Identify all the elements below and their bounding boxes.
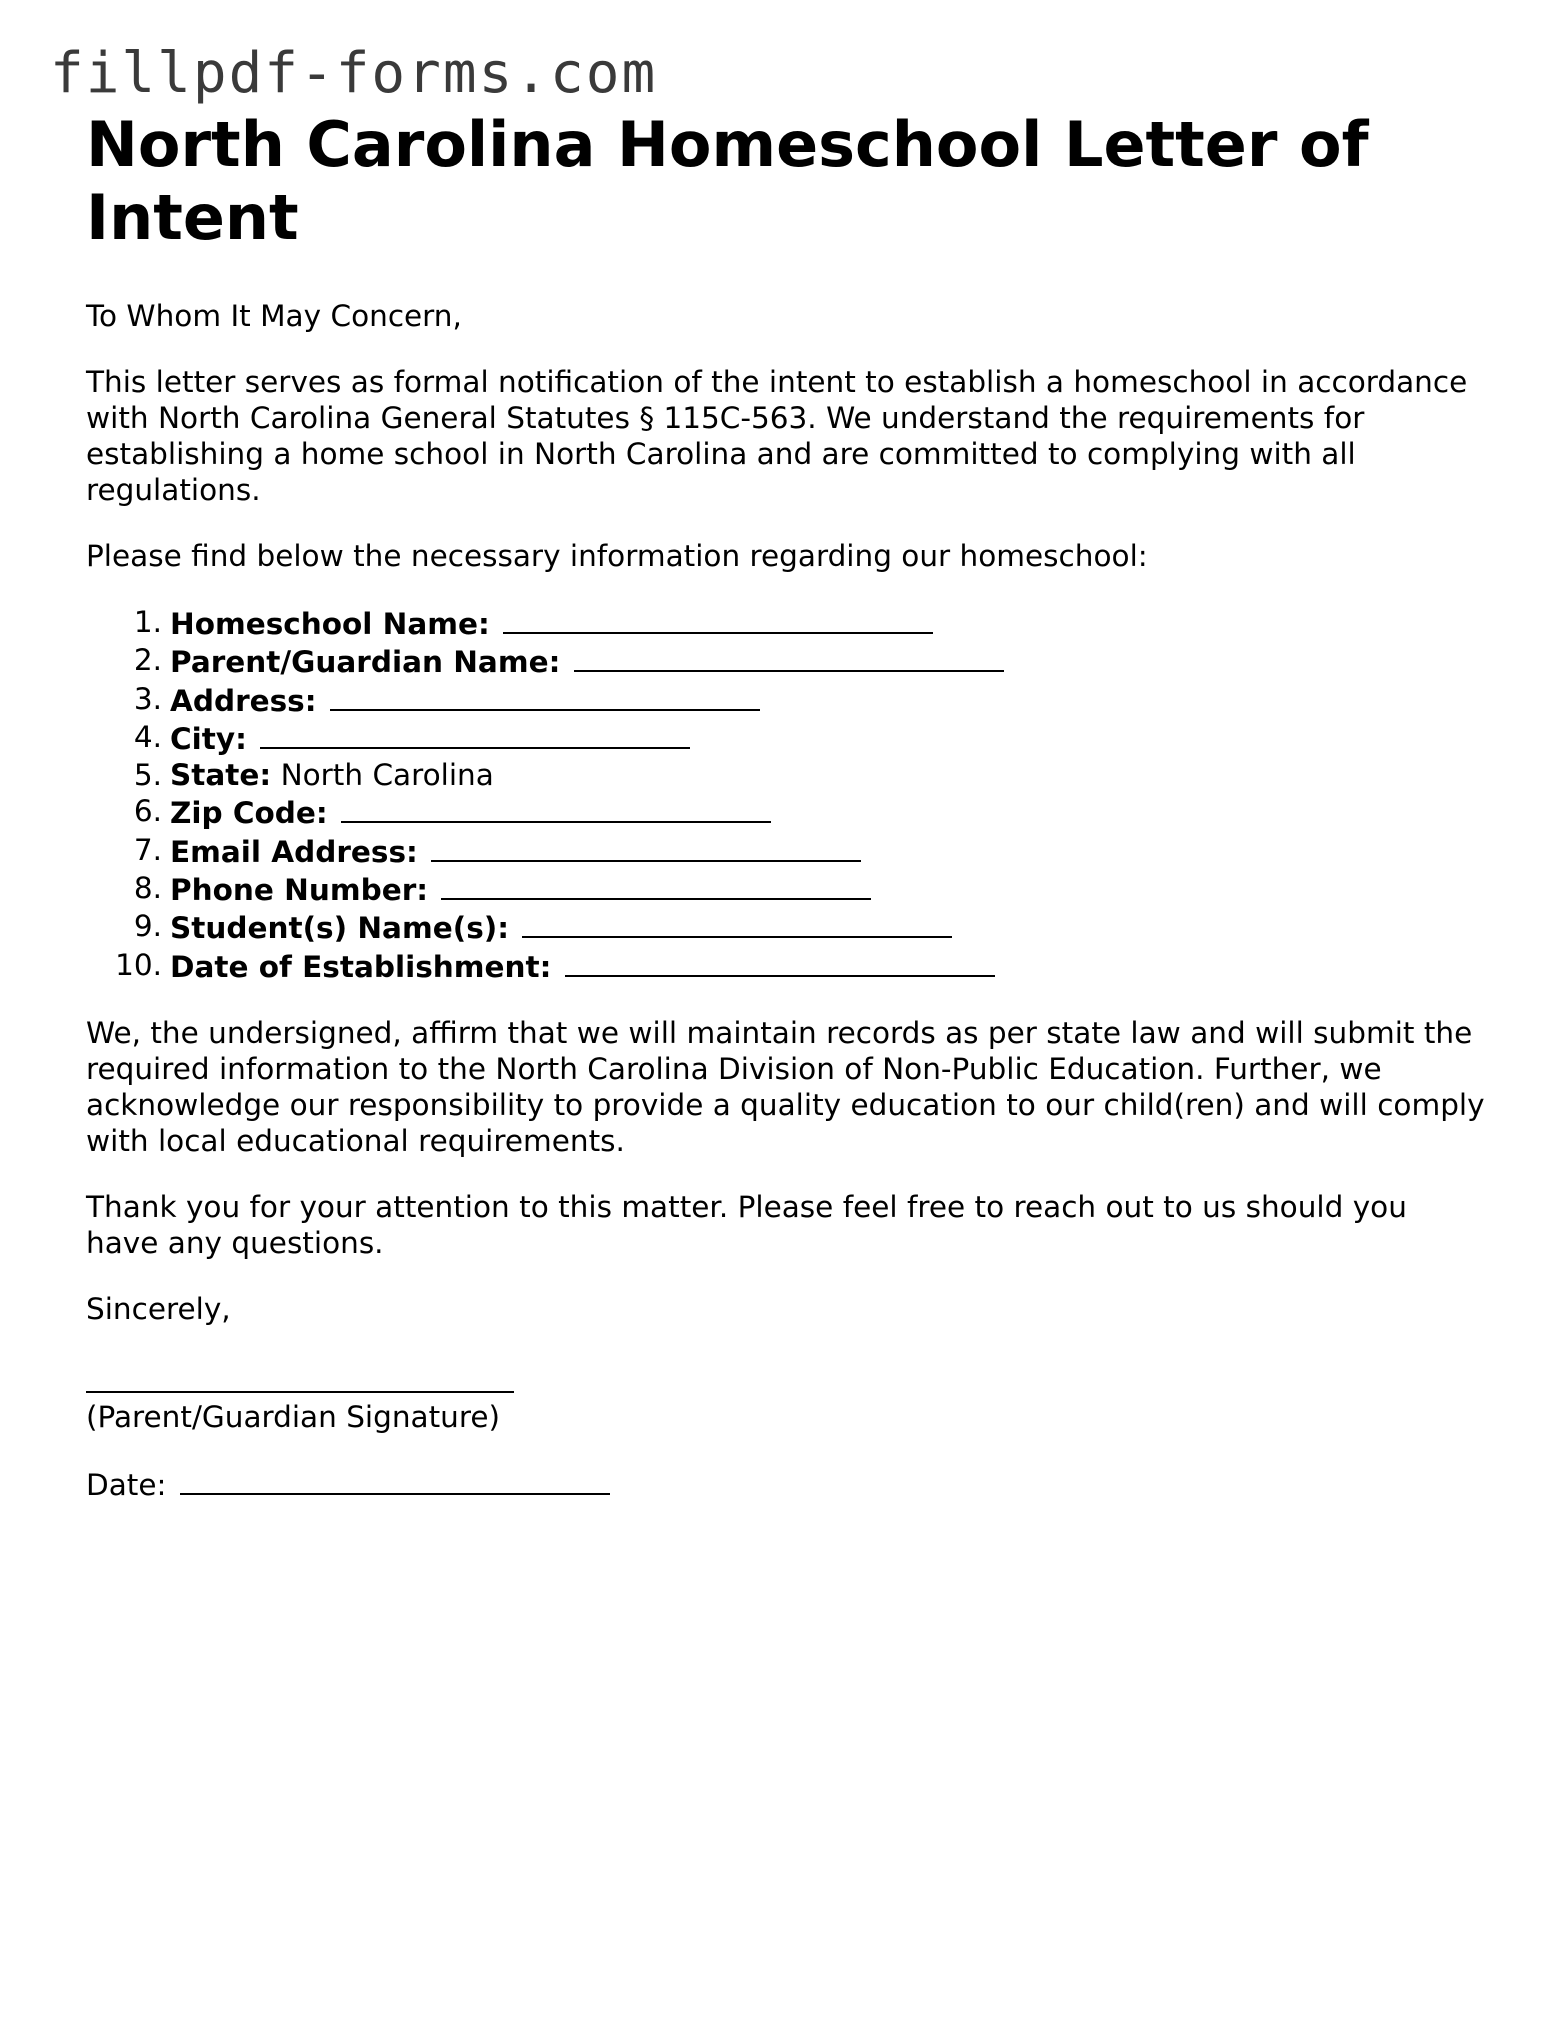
field-label: Student(s) Name(s): <box>170 911 510 946</box>
date-field[interactable] <box>180 1465 610 1495</box>
homeschool-name-field[interactable] <box>503 604 933 634</box>
field-label: Email Address: <box>170 834 418 869</box>
signature-caption: (Parent/Guardian Signature) <box>86 1399 501 1434</box>
closing: Sincerely, <box>86 1291 231 1326</box>
field-label: Phone Number: <box>170 873 429 908</box>
state-value: North Carolina <box>280 758 494 793</box>
info-intro: Please find below the necessary information regarding our homeschool: <box>86 539 1148 573</box>
date-row <box>86 1465 1486 1503</box>
list-number: 5. <box>133 758 162 793</box>
field-student-names <box>86 908 1486 946</box>
greeting: To Whom It May Concern, <box>86 299 462 333</box>
list-number: 10. <box>115 947 162 982</box>
field-label: Parent/Guardian Name: <box>170 645 561 680</box>
field-label: Homeschool Name: <box>170 607 490 641</box>
list-number: 1. <box>133 605 162 639</box>
date-label: Date: <box>86 1467 167 1502</box>
field-city <box>86 719 1486 757</box>
field-homeschool-name <box>86 604 1486 642</box>
field-phone-number <box>86 870 1486 908</box>
zip-code-field[interactable] <box>341 793 771 823</box>
field-zip-code <box>86 793 1486 831</box>
signature-field[interactable] <box>86 1369 514 1393</box>
page-title: North Carolina Homeschool Letter of Intent <box>86 108 1369 254</box>
thanks-paragraph: Thank you for your attention to this matter. Please feel free to reach out to us should you have any questions. <box>86 1189 1407 1260</box>
list-number: 8. <box>133 871 162 906</box>
info-fields-list <box>86 604 1486 985</box>
field-label: Address: <box>170 683 317 718</box>
field-parent-guardian-name <box>86 642 1486 680</box>
list-number: 2. <box>133 643 162 678</box>
field-address <box>86 681 1486 719</box>
list-number: 7. <box>133 832 162 867</box>
list-number: 3. <box>133 681 162 716</box>
parent-guardian-name-field[interactable] <box>574 642 1004 672</box>
letter-page <box>86 108 1486 1503</box>
watermark: fillpdf-forms.com <box>50 41 658 106</box>
list-number: 6. <box>133 794 162 829</box>
address-field[interactable] <box>330 681 760 711</box>
city-field[interactable] <box>260 719 690 749</box>
affirmation-paragraph: We, the undersigned, affirm that we will maintain records as per state law and will submit the required information to the North Carolina Division of Non-Public Education. Further, we acknowledge our responsibility to provide a quality education to our child(ren) and will comply with local educational requirements. <box>86 1015 1485 1158</box>
field-email-address <box>86 832 1486 870</box>
phone-number-field[interactable] <box>441 870 871 900</box>
field-label: State: <box>170 758 272 793</box>
list-number: 4. <box>133 719 162 754</box>
field-label: Date of Establishment: <box>170 949 552 984</box>
field-label: City: <box>170 721 247 756</box>
student-names-field[interactable] <box>522 908 952 938</box>
email-address-field[interactable] <box>431 832 861 862</box>
field-date-of-establishment <box>86 947 1486 985</box>
field-state <box>86 757 1486 793</box>
field-label: Zip Code: <box>170 796 328 831</box>
intro-paragraph: This letter serves as formal notification of the intent to establish a homeschool in accordance with North Carolina General Statutes § 115C-563. We understand the requirements for establishing a home school in North Carolina and are committed to complying with all regulations. <box>86 365 1468 507</box>
list-number: 9. <box>133 909 162 944</box>
date-of-establishment-field[interactable] <box>565 947 995 977</box>
